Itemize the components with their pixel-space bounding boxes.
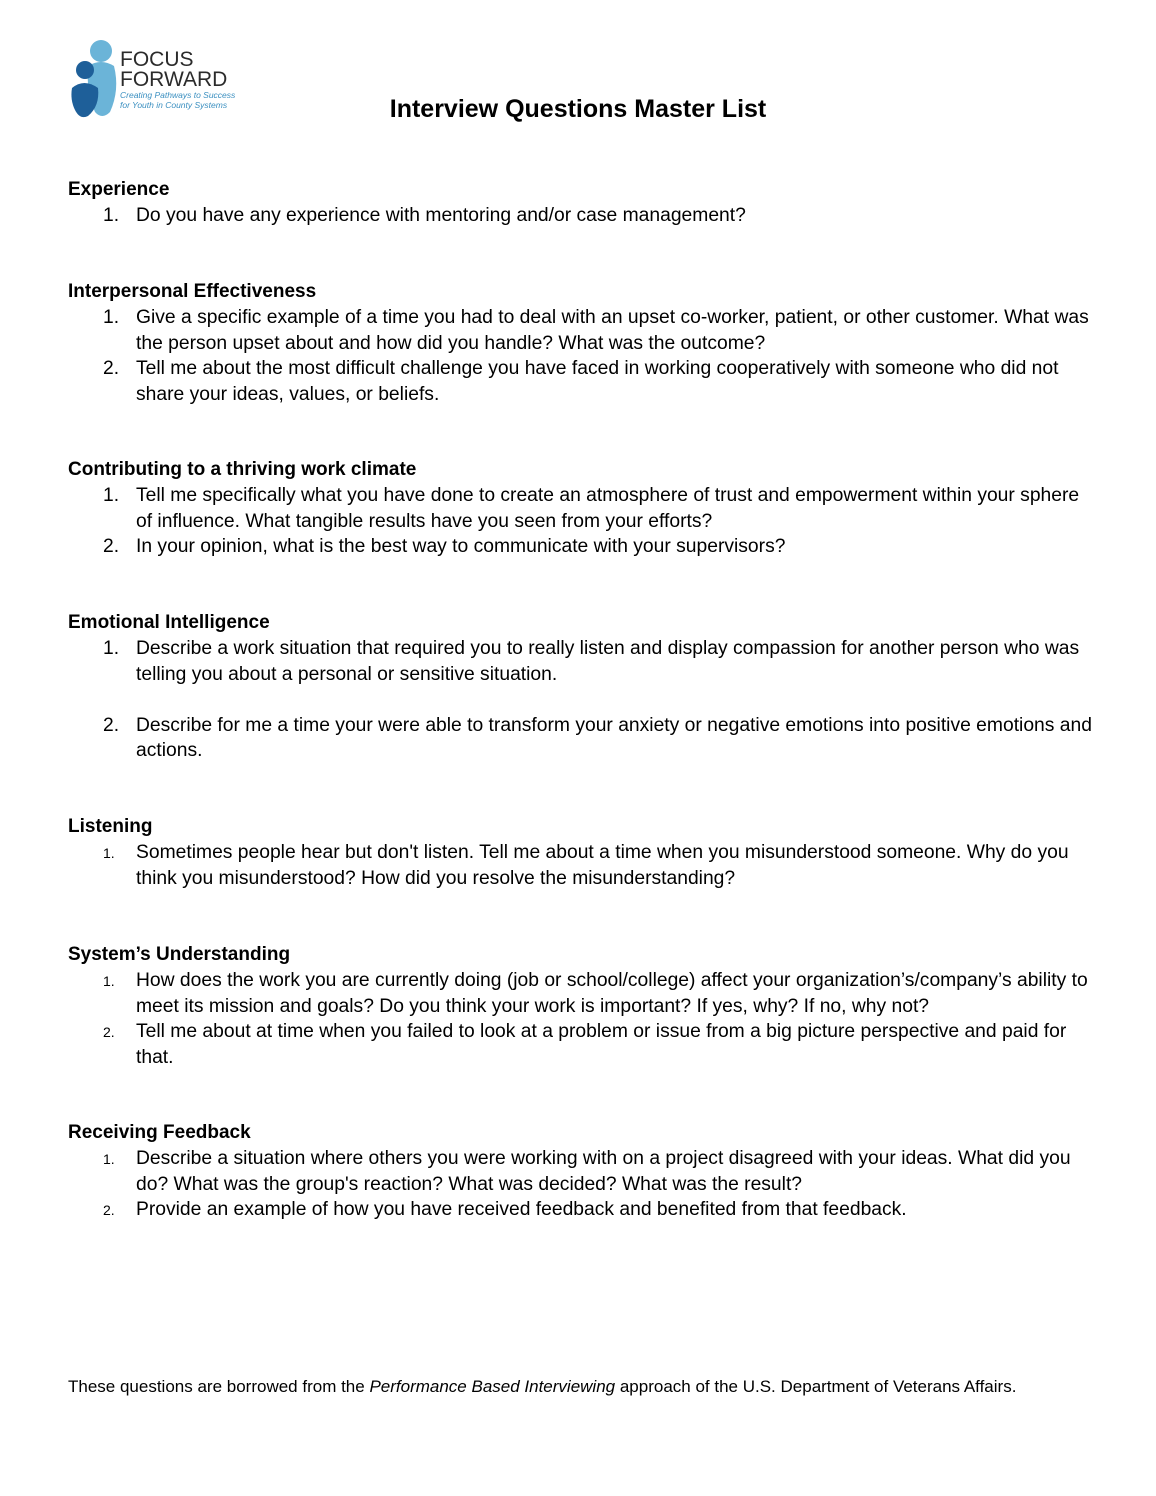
question-text: In your opinion, what is the best way to communicate with your supervisors? bbox=[136, 536, 786, 558]
question-text: Describe a work situation that required you to really listen and display compassion for another person who was telling you about a personal or sensitive situation. bbox=[136, 638, 1080, 685]
question-number: 1. bbox=[103, 638, 120, 659]
section-systems-understanding bbox=[68, 942, 1098, 1070]
question-item bbox=[68, 483, 1098, 534]
logo-tagline2: for Youth in County Systems bbox=[120, 100, 228, 110]
section-emotional-intelligence bbox=[68, 610, 1098, 764]
question-number: 1. bbox=[103, 1151, 115, 1167]
question-number: 2. bbox=[103, 1024, 115, 1041]
question-number: 1. bbox=[103, 485, 120, 506]
question-item bbox=[68, 356, 1098, 407]
question-text: Tell me about the most difficult challenge you have faced in working cooperatively with someone who did not share your ideas, values, or beliefs. bbox=[136, 358, 1059, 405]
section-interpersonal-effectiveness bbox=[68, 279, 1098, 407]
question-text: Describe for me a time your were able to transform your anxiety or negative emotions into positive emotions and actions. bbox=[136, 714, 1092, 762]
footer-text-before: These questions are borrowed from the bbox=[68, 1377, 370, 1396]
question-text: Describe a situation where others you were working with on a project disagreed with your ideas. What did you do? What was the group's reaction? What was decided? What was the result? bbox=[136, 1148, 1071, 1195]
section-experience bbox=[68, 177, 1098, 229]
logo-line2: FORWARD bbox=[120, 68, 228, 91]
page-title: Interview Questions Master List bbox=[389, 95, 767, 123]
logo-line1: FOCUS bbox=[120, 48, 194, 71]
section-thriving-work-climate bbox=[68, 457, 1098, 560]
question-item bbox=[68, 1146, 1098, 1197]
question-item bbox=[68, 1197, 1098, 1223]
section-heading: Experience bbox=[68, 179, 170, 200]
question-text: Sometimes people hear but don't listen. Tell me about a time when you misunderstood someone. Why do you think you misunderstood? How did you resolve the misunderstanding? bbox=[136, 842, 1069, 889]
question-item bbox=[68, 305, 1098, 356]
question-item bbox=[68, 636, 1098, 687]
question-text: Tell me specifically what you have done to create an atmosphere of trust and empowerment within your sphere of influence. What tangible results have you seen from your efforts? bbox=[136, 485, 1080, 532]
question-text: Do you have any experience with mentoring and/or case management? bbox=[136, 205, 746, 226]
section-heading: Emotional Intelligence bbox=[68, 612, 270, 633]
section-heading: Interpersonal Effectiveness bbox=[68, 281, 317, 302]
question-item bbox=[68, 840, 1098, 891]
question-text: How does the work you are currently doing (job or school/college) affect your organization’s/company’s ability to meet its mission and goals? Do you think your work is important? If yes, why? If no, why not? bbox=[136, 970, 1088, 1017]
question-number: 1. bbox=[103, 307, 120, 328]
question-number: 2. bbox=[103, 1202, 115, 1219]
question-text: Provide an example of how you have received feedback and benefited from that feedback. bbox=[136, 1199, 907, 1221]
question-item bbox=[68, 203, 1098, 229]
section-heading: Contributing to a thriving work climate bbox=[68, 459, 417, 480]
section-heading: Receiving Feedback bbox=[68, 1122, 251, 1143]
question-number: 2. bbox=[103, 714, 120, 736]
question-number: 1. bbox=[103, 845, 115, 861]
question-item bbox=[68, 534, 1098, 560]
question-text: Give a specific example of a time you had to deal with an upset co-worker, patient, or other customer. What was the person upset about and how did you handle? What was the outcome? bbox=[136, 307, 1089, 354]
question-number: 1. bbox=[103, 973, 115, 989]
question-number: 1. bbox=[103, 205, 120, 226]
question-item bbox=[68, 968, 1098, 1019]
footer-text-after: approach of the U.S. Department of Veterans Affairs. bbox=[615, 1377, 1017, 1396]
question-number: 2. bbox=[103, 536, 120, 558]
question-text: Tell me about at time when you failed to look at a problem or issue from a big picture perspective and paid for that. bbox=[136, 1021, 1067, 1068]
footer-note bbox=[68, 1376, 1068, 1397]
section-listening bbox=[68, 814, 1098, 891]
footer-italic-title: Performance Based Interviewing bbox=[369, 1377, 616, 1396]
section-receiving-feedback bbox=[68, 1120, 1098, 1223]
question-number: 2. bbox=[103, 358, 120, 380]
question-item bbox=[68, 713, 1098, 764]
logo-tagline1: Creating Pathways to Success bbox=[120, 90, 236, 100]
question-item bbox=[68, 1019, 1098, 1070]
section-heading: Listening bbox=[68, 816, 153, 837]
section-heading: System’s Understanding bbox=[68, 944, 291, 965]
